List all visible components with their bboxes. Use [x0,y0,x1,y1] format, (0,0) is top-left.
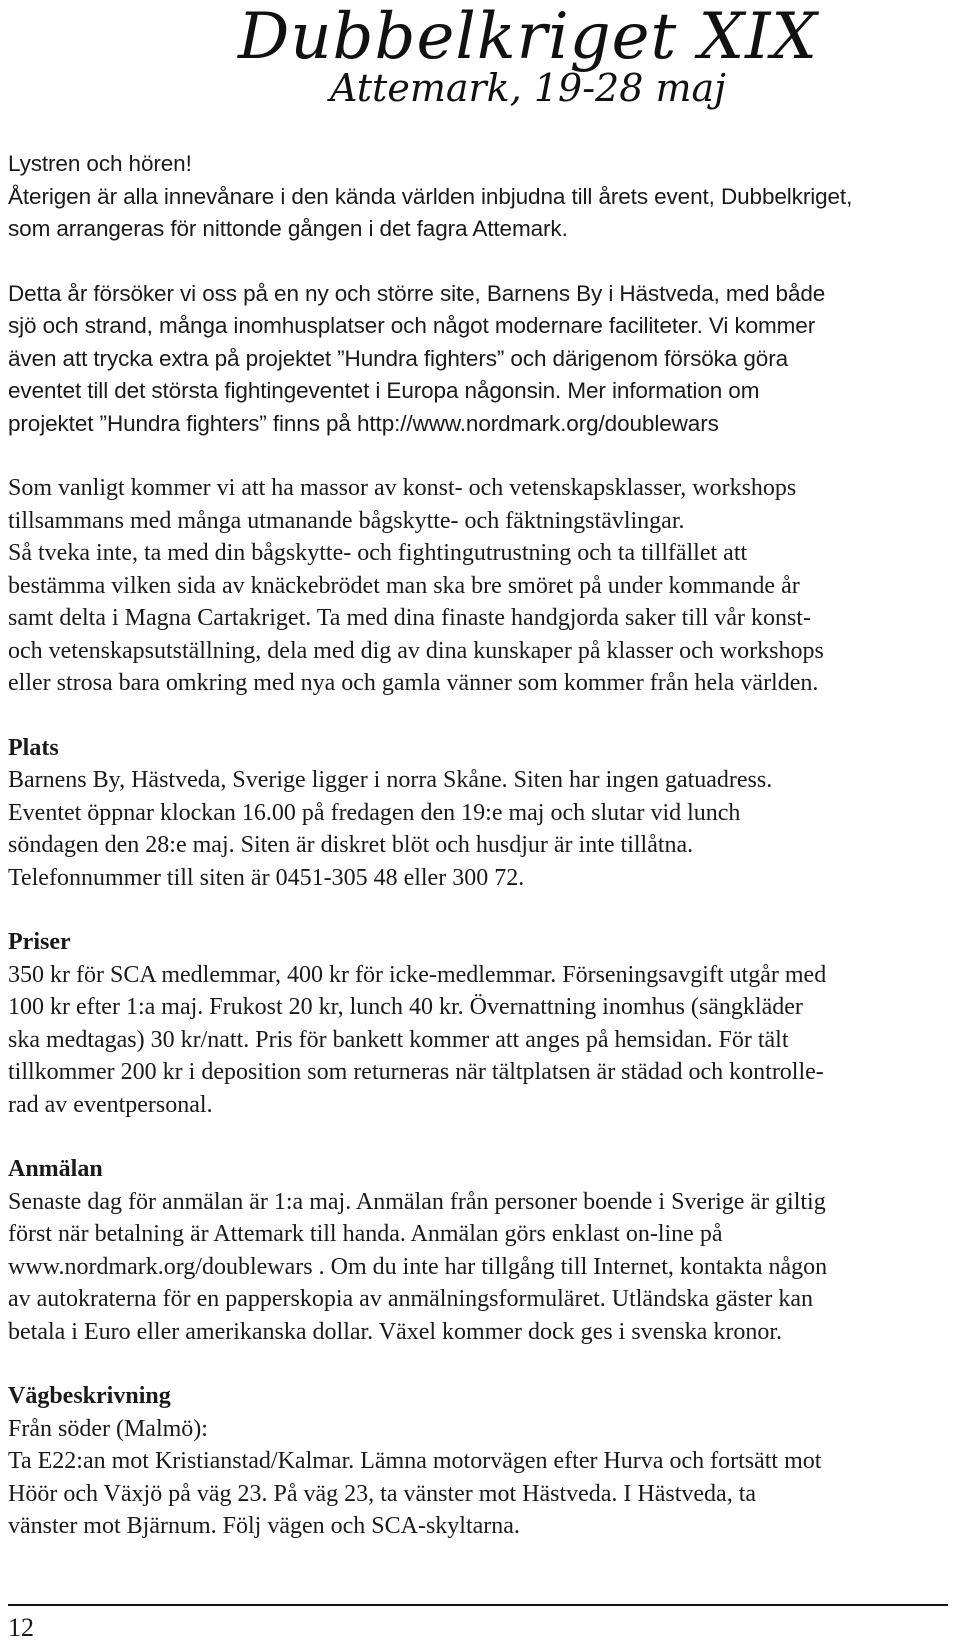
anmalan-line: först när betalning är Attemark till handa. Anmälan görs enklast on-line på [8,1221,723,1247]
anmalan-line: betala i Euro eller amerikanska dollar. Växel kommer dock ges i svenska kronor. [8,1318,782,1345]
intro-section [8,148,956,246]
site-line: projektet ”Hundra fighters” finns på http://www.nordmark.org/doublewars [8,410,719,436]
activities-line: samt delta i Magna Cartakriget. Ta med dina finaste handgjorda saker till vår konst- [8,605,811,631]
vagbeskrivning-line: Ta E22:an mot Kristianstad/Kalmar. Lämna motorvägen efter Hurva och fortsätt mot [8,1448,822,1474]
masthead [108,2,948,108]
site-line: Detta år försöker vi oss på en ny och större site, Barnens By i Hästveda, med både [8,280,826,306]
priser-line: 350 kr för SCA medlemmar, 400 kr för icke-medlemmar. Förseningsavgift utgår med [8,961,827,988]
plats-heading: Plats [8,734,59,761]
activities-line: och vetenskapsutställning, dela med dig av dina kunskaper på klasser och workshops [8,637,824,664]
vagbeskrivning-line: vänster mot Bjärnum. Följ vägen och SCA-skyltarna. [8,1513,520,1539]
intro-line: Återigen är alla innevånare i den kända världen inbjudna till årets event, Dubbelkriget, [8,183,853,209]
activities-section [8,472,956,700]
activities-line: Som vanligt kommer vi att ha massor av konst- och vetenskapsklasser, workshops [8,475,797,501]
activities-line: eller strosa bara omkring med nya och gamla vänner som kommer från hela världen. [8,670,819,696]
page-title: Dubbelkriget XIX [238,0,818,74]
document-page [8,0,948,1652]
page-number: 12 [8,1613,34,1642]
vagbeskrivning-line: Från söder (Malmö): [8,1415,208,1442]
anmalan-line: www.nordmark.org/doublewars . Om du inte har tillgång till Internet, kontakta någon [8,1253,828,1280]
intro-line: som arrangeras för nittonde gången i det fagra Attemark. [8,216,568,241]
site-line: även att trycka extra på projektet ”Hundra fighters” och därigenom försöka göra [8,345,788,371]
anmalan-section [8,1153,956,1348]
priser-line: tillkommer 200 kr i deposition som returneras när tältplatsen är städad och kontrolle- [8,1059,824,1085]
anmalan-line: av autokraterna för en papperskopia av anmälningsformuläret. Utländska gäster kan [8,1286,814,1312]
anmalan-line: Senaste dag för anmälan är 1:a maj. Anmälan från personer boende i Sverige är giltig [8,1188,826,1215]
activities-line: Så tveka inte, ta med din bågskytte- och fightingutrustning och ta tillfället att [8,540,748,566]
plats-section [8,732,956,895]
greeting: Lystren och hören! [8,151,192,176]
vagbeskrivning-heading: Vägbeskrivning [8,1383,171,1409]
site-line: eventet till det största fightingeventet i Europa någonsin. Mer information om [8,378,760,403]
vagbeskrivning-section [8,1380,956,1543]
footer-divider [8,1604,948,1606]
priser-heading: Priser [8,929,71,955]
plats-line: Telefonnummer till siten är 0451-305 48 eller 300 72. [8,864,525,891]
activities-line: bestämma vilken sida av knäckebrödet man ska bre smöret på under kommande år [8,572,800,599]
priser-line: ska medtagas) 30 kr/natt. Pris för bankett kommer att anges på hemsidan. För tält [8,1026,789,1053]
page-subtitle: Attemark, 19-28 maj [330,66,726,110]
activities-line: tillsammans med många utmanande bågskytte- och fäktningstävlingar. [8,507,685,534]
plats-line: Barnens By, Hästveda, Sverige ligger i norra Skåne. Siten har ingen gatuadress. [8,767,773,793]
vagbeskrivning-line: Höör och Växjö på väg 23. På väg 23, ta vänster mot Hästveda. I Hästveda, ta [8,1480,757,1507]
plats-line: Eventet öppnar klockan 16.00 på fredagen den 19:e maj och slutar vid lunch [8,799,741,826]
site-line: sjö och strand, många inomhusplatser och något modernare faciliteter. Vi kommer [8,313,816,338]
anmalan-heading: Anmälan [8,1156,103,1182]
site-section [8,278,956,441]
plats-line: söndagen den 28:e maj. Siten är diskret blöt och husdjur är inte tillåtna. [8,832,694,858]
priser-line: 100 kr efter 1:a maj. Frukost 20 kr, lunch 40 kr. Övernattning inomhus (sängkläder [8,994,803,1020]
document-body [8,148,956,1543]
priser-line: rad av eventpersonal. [8,1091,213,1118]
priser-section [8,926,956,1121]
